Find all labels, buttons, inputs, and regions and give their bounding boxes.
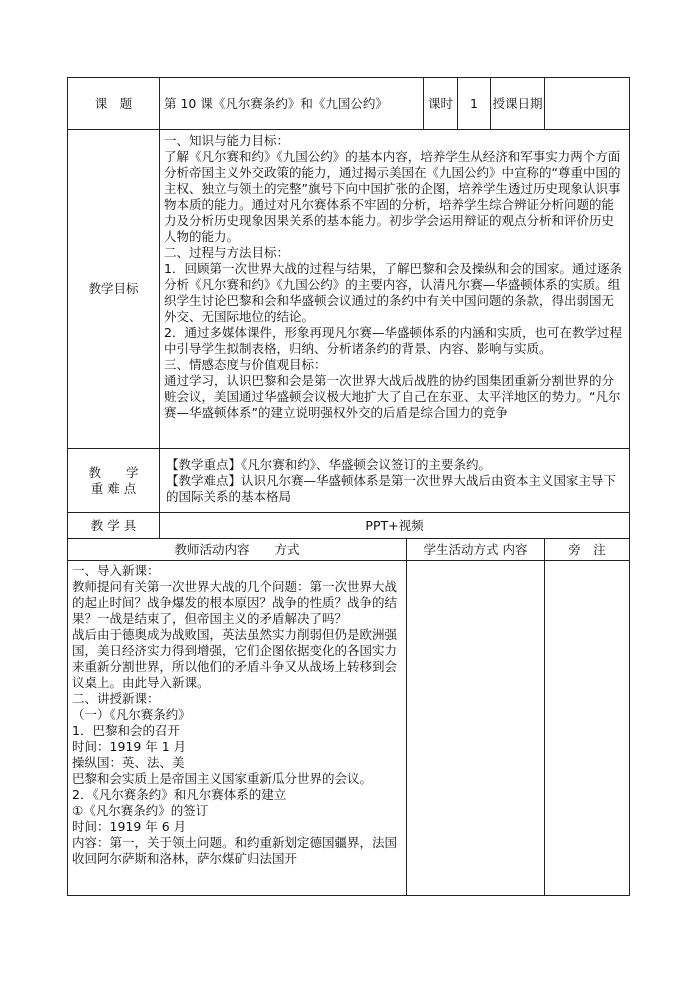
objectives-line: 三、情感态度与价值观目标： — [164, 357, 327, 372]
date-value — [545, 78, 630, 130]
objectives-line: 1．回顾第一次世界大战的过程与结果，了解巴黎和会及操纵和会的国家。通过逐条分析《凡尔赛和约》《九国公约》的主要内容，认清凡尔赛—华盛顿体系的实质。组织学生讨论巴黎和会和华盛顿会议通过的条约中有关中国问题的条款，得出弱国无外交、无国际地位的结论。 — [164, 261, 622, 324]
tools-label: 教 学 具 — [68, 513, 160, 539]
student-activity-header: 学生活动方式 内容 — [407, 539, 545, 561]
teacher-activity-header: 教师活动内容 方式 — [68, 539, 407, 561]
objectives-content — [160, 130, 630, 449]
keypoints-content — [160, 449, 630, 513]
teacher-line: 2．《凡尔赛条约》和凡尔赛体系的建立 — [72, 787, 287, 802]
activity-header-row — [68, 539, 630, 561]
difficulty-text: 认识凡尔赛—华盛顿体系是第一次世界大战后由资本主义国家主导下的国际关系的基本格局 — [166, 472, 617, 504]
focus-tag: 【教学重点】 — [166, 456, 242, 472]
focus-text: 《凡尔赛和约》、华盛顿会议签订的主要条约。 — [241, 456, 492, 472]
header-row — [68, 78, 630, 130]
teacher-line: 二、讲授新课： — [72, 691, 160, 706]
keypoints-row — [68, 449, 630, 513]
teacher-line: 1．巴黎和会的召开 — [72, 723, 180, 738]
hours-value: 1 — [458, 78, 491, 130]
lesson-label: 课 题 — [68, 78, 160, 130]
tools-row — [68, 513, 630, 539]
teacher-line: 时间：1919 年 1 月 — [72, 739, 187, 754]
teacher-line: 时间：1919 年 6 月 — [72, 819, 187, 834]
keypoints-label-line1: 教 学 — [88, 464, 139, 480]
keypoints-label-line2: 重 难 点 — [90, 480, 137, 496]
lesson-title: 第 10 课《凡尔赛条约》和《九国公约》 — [160, 78, 424, 130]
objectives-line: 2．通过多媒体课件，形象再现凡尔赛—华盛顿体系的内涵和实质，也可在教学过程中引导学生拟制表格，归纳、分析诸条约的背景、内容、影响与实质。 — [164, 325, 622, 356]
lesson-plan-table — [67, 77, 630, 896]
teacher-line: 战后由于德奥成为战败国，英法虽然实力削弱但仍是欧洲强国，美日经济实力得到增强，它们企图依据变化的各国实力来重新分割世界，所以他们的矛盾斗争又从战场上转移到会议桌上。由此导入新课。 — [72, 627, 398, 690]
notes-header: 旁 注 — [545, 539, 630, 561]
teacher-content — [68, 561, 407, 896]
objectives-line: 了解《凡尔赛和约》《九国公约》的基本内容，培养学生从经济和军事实力两个方面分析帝国主义外交政策的能力，通过揭示美国在《九国公约》中宣称的“尊重中国的主权、独立与领土的完整”旗号下向中国扩张的企图，培养学生透过历史现象认识事物本质的能力。通过对凡尔赛体系不牢固的分析，培养学生综合辨证分析问题的能力及分析历史现象因果关系的基本能力。初步学会运用辩证的观点分析和评价历史人物的能力。 — [164, 149, 621, 244]
tools-value: PPT+视频 — [160, 513, 630, 539]
teacher-line: 操纵国：英、法、美 — [72, 755, 185, 770]
date-label: 授课日期 — [491, 78, 545, 130]
difficulty-line — [166, 473, 623, 505]
notes-content — [545, 561, 630, 896]
student-content — [407, 561, 545, 896]
teacher-line: 教师提问有关第一次世界大战的几个问题：第一次世界大战的起止时间？战争爆发的根本原因？战争的性质？战争的结果？一战是结束了，但帝国主义的矛盾解决了吗？ — [72, 579, 398, 626]
objectives-row — [68, 130, 630, 449]
teacher-line: 内容：第一，关于领土问题。和约重新划定德国疆界，法国收回阿尔萨斯和洛林，萨尔煤矿归法国开 — [72, 835, 398, 866]
hours-label: 课时 — [424, 78, 458, 130]
objectives-line: 一、知识与能力目标： — [164, 133, 290, 148]
activity-body-row — [68, 561, 630, 896]
objectives-line: 二、过程与方法目标： — [164, 245, 290, 260]
objectives-label: 教学目标 — [68, 130, 160, 449]
keypoints-label — [68, 449, 160, 513]
teacher-line: ①《凡尔赛条约》的签订 — [72, 803, 209, 818]
teacher-line: 巴黎和会实质上是帝国主义国家重新瓜分世界的会议。 — [72, 771, 373, 786]
focus-line — [166, 457, 623, 473]
objectives-line: 通过学习，认识巴黎和会是第一次世界大战后战胜的协约国集团重新分割世界的分赃会议，美国通过华盛顿会议极大地扩大了自己在东亚、太平洋地区的势力。“凡尔赛—华盛顿体系”的建立说明强权外交的后盾是综合国力的竞争 — [164, 373, 621, 420]
teacher-line: 一、导入新课： — [72, 563, 160, 578]
difficulty-tag: 【教学难点】 — [166, 472, 242, 488]
teacher-line: （一）《凡尔赛条约》 — [72, 707, 191, 722]
